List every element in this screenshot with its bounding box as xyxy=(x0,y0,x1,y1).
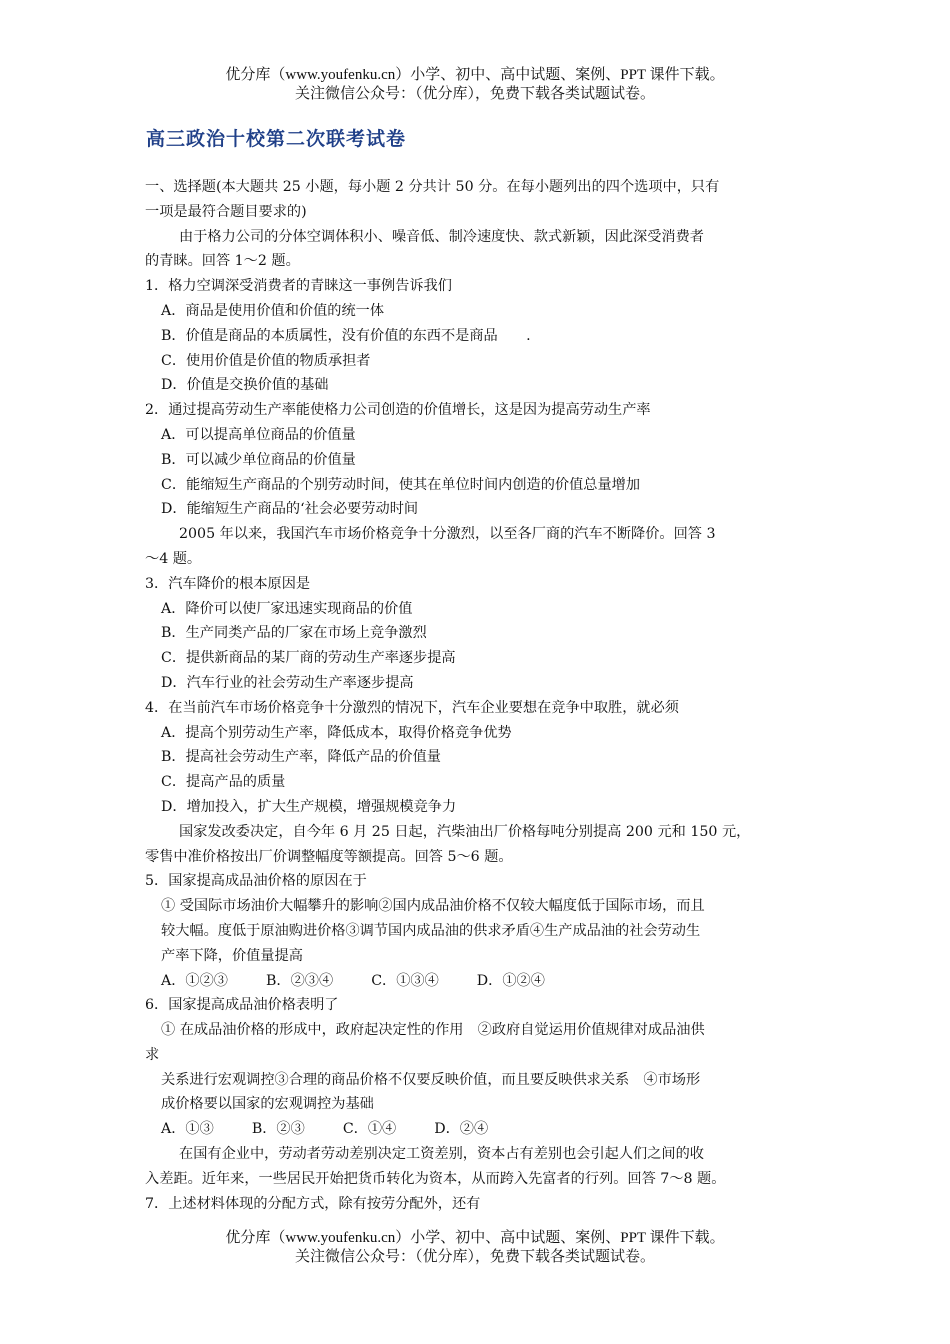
answer-option: B．②③ xyxy=(251,1121,305,1138)
footer-line-1: 优分库（www.youfenku.cn）小学、初中、高中试题、案例、PPT 课件下载。 xyxy=(225,1230,725,1246)
answer-option: B．②③④ xyxy=(266,972,334,989)
header-line-2: 关注微信公众号：（优分库），免费下载各类试题试卷。 xyxy=(294,86,655,102)
statement-line: 求 xyxy=(145,1046,160,1063)
answer-option: A．①②③ xyxy=(161,972,228,989)
answer-option: D．②④ xyxy=(434,1121,489,1138)
statement-line: 产率下降，价值量提高 xyxy=(161,947,303,964)
material-paragraph: 在国有企业中，劳动者劳动差别决定工资差别，资本占有差别也会引起人们之间的收 xyxy=(179,1146,704,1163)
answer-option: C．①④ xyxy=(342,1121,397,1138)
question-stem: 2．通过提高劳动生产率能使格力公司创造的价值增长，这是因为提高劳动生产率 xyxy=(145,402,651,419)
answer-option: C．提供新商品的某厂商的劳动生产率逐步提高 xyxy=(161,650,456,667)
question-stem: 5．国家提高成品油价格的原因在于 xyxy=(145,873,367,890)
answer-option: D．增加投入，扩大生产规模，增强规模竞争力 xyxy=(161,798,457,815)
statement-line: 较大幅。度低于原油购进价格③调节国内成品油的供求矛盾④生产成品油的社会劳动生 xyxy=(161,922,701,939)
answer-option: D．汽车行业的社会劳动生产率逐步提高 xyxy=(161,674,414,691)
answer-option: A．商品是使用价值和价值的统一体 xyxy=(161,302,385,319)
header-line-1: 优分库（www.youfenku.cn）小学、初中、高中试题、案例、PPT 课件下载。 xyxy=(225,67,725,83)
answer-option: C．能缩短生产商品的个别劳动时间，使其在单位时间内创造的价值总量增加 xyxy=(161,476,641,493)
answer-option: C．提高产品的质量 xyxy=(161,774,286,791)
answer-option: A．降价可以使厂家迅速实现商品的价值 xyxy=(161,600,413,617)
section-heading-cont: 一项是最符合题目要求的) xyxy=(145,203,307,220)
question-stem: 1．格力空调深受消费者的青睐这一事例告诉我们 xyxy=(145,278,452,295)
answer-option: D．①②④ xyxy=(476,972,545,989)
statement-line: ① 受国际市场油价大幅攀升的影响②国内成品油价格不仅较大幅度低于国际市场，而且 xyxy=(161,898,705,915)
material-paragraph-cont: 零售中准价格按出厂价调整幅度等额提高。回答 5～6 题。 xyxy=(145,848,513,865)
material-paragraph: 国家发改委决定，自今年 6 月 25 日起，汽柴油出厂价格每吨分别提高 200 元和 150 元， xyxy=(179,823,751,840)
q5-options-row xyxy=(145,969,815,994)
question-stem: 3．汽车降价的根本原因是 xyxy=(145,575,311,592)
question-stem: 7．上述材料体现的分配方式，除有按劳分配外，还有 xyxy=(145,1195,481,1212)
page-footer xyxy=(0,1229,950,1267)
statement-line: ① 在成品油价格的形成中，政府起决定性的作用 ②政府自觉运用价值规律对成品油供 xyxy=(161,1022,705,1039)
answer-option: A．①③ xyxy=(161,1121,214,1138)
answer-option: B．可以减少单位商品的价值量 xyxy=(161,451,356,468)
material-paragraph-cont: 的青睐。回答 1～2 题。 xyxy=(145,253,300,270)
answer-option: C．①③④ xyxy=(371,972,439,989)
section-heading: 一、选择题(本大题共 25 小题，每小题 2 分共计 50 分。在每小题列出的四个选项中，只有 xyxy=(145,179,720,195)
answer-option: C．使用价值是价值的物质承担者 xyxy=(161,352,371,369)
exam-body xyxy=(145,175,815,1216)
material-paragraph-cont: ～4 题。 xyxy=(145,550,202,567)
answer-option: B．提高社会劳动生产率，降低产品的价值量 xyxy=(161,749,441,766)
question-stem: 6．国家提高成品油价格表明了 xyxy=(145,997,339,1014)
page-title: 高三政治十校第二次联考试卷 xyxy=(146,128,407,150)
question-stem: 4．在当前汽车市场价格竞争十分激烈的情况下，汽车企业要想在竞争中取胜，就必须 xyxy=(145,699,679,716)
material-paragraph: 由于格力公司的分体空调体积小、噪音低、制冷速度快、款式新颖，因此深受消费者 xyxy=(179,228,704,245)
q6-options-row xyxy=(145,1117,815,1142)
statement-line: 成价格要以国家的宏观调控为基础 xyxy=(161,1096,374,1113)
answer-option: B．价值是商品的本质属性，没有价值的东西不是商品 . xyxy=(161,327,531,344)
material-paragraph: 2005 年以来，我国汽车市场价格竞争十分激烈，以至各厂商的汽车不断降价。回答 3 xyxy=(179,526,716,543)
material-paragraph-cont: 入差距。近年来，一些居民开始把货币转化为资本，从而跨入先富者的行列。回答 7～8 题。 xyxy=(145,1170,726,1187)
answer-option: A．可以提高单位商品的价值量 xyxy=(161,426,356,443)
answer-option: B．生产同类产品的厂家在市场上竞争激烈 xyxy=(161,625,427,642)
footer-line-2: 关注微信公众号：（优分库），免费下载各类试题试卷。 xyxy=(294,1249,655,1265)
answer-option: D．价值是交换价值的基础 xyxy=(161,377,329,394)
statement-line: 关系进行宏观调控③合理的商品价格不仅要反映价值，而且要反映供求关系 ④市场形 xyxy=(161,1071,701,1088)
answer-option: A．提高个别劳动生产率，降低成本，取得价格竞争优势 xyxy=(161,724,512,741)
page-header xyxy=(0,66,950,104)
answer-option: D．能缩短生产商品的‘社会必要劳动时间 xyxy=(161,501,419,518)
